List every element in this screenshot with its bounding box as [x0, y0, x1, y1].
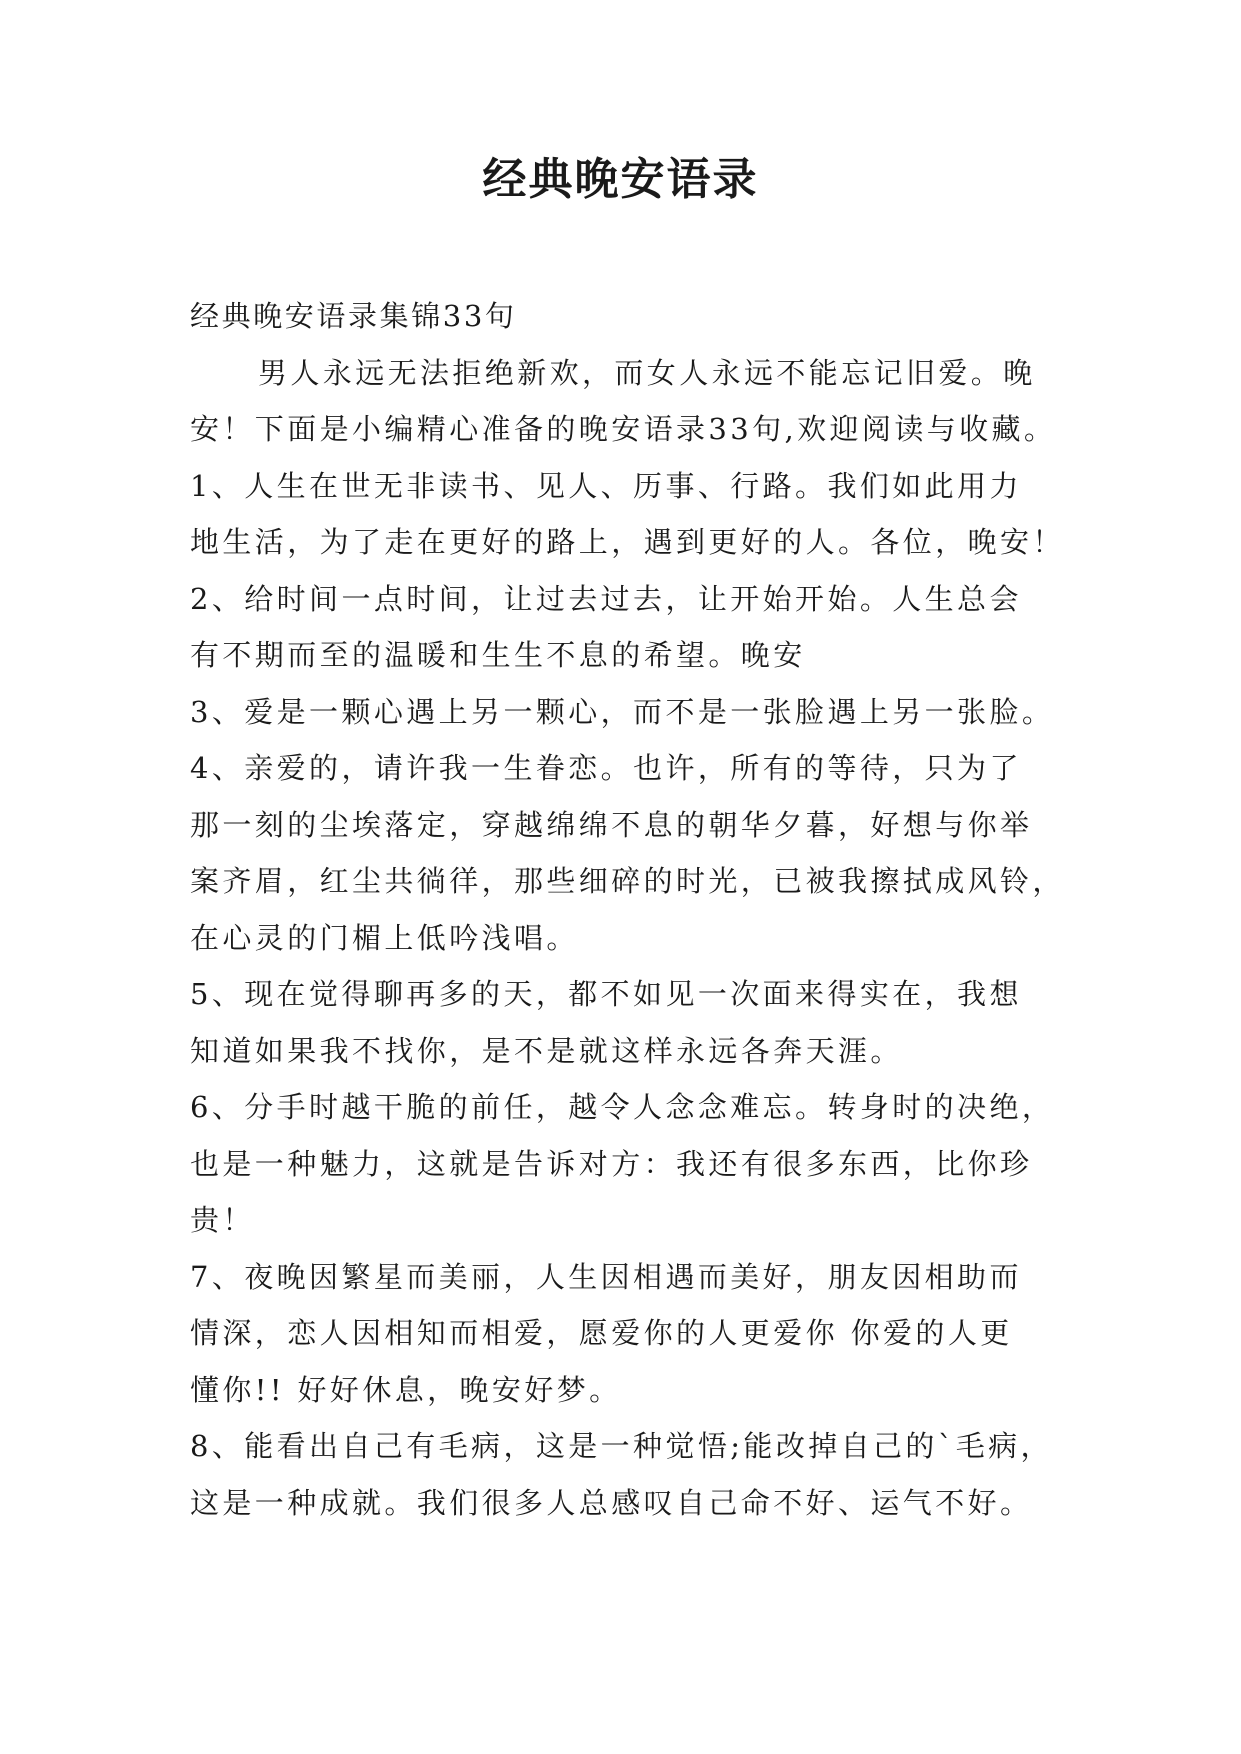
document-title: 经典晚安语录: [482, 154, 759, 205]
quote-line: 案齐眉，红尘共徜徉，那些细碎的时光，已被我擦拭成风铃，: [190, 864, 1065, 898]
quote-line: 在心灵的门楣上低吟浅唱。: [190, 920, 579, 955]
quote-line: 知道如果我不找你，是不是就这样永远各奔天涯。: [190, 1033, 903, 1068]
quote-line: 1、人生在世无非读书、见人、历事、行路。我们如此用力: [190, 468, 1022, 503]
quote-line: 情深，恋人因相知而相爱，愿爱你的人更爱你 你爱的人更: [190, 1316, 1013, 1350]
quote-line: 8、能看出自己有毛病，这是一种觉悟;能改掉自己的`毛病，: [190, 1429, 1053, 1463]
intro-paragraph-line: 男人永远无法拒绝新欢，而女人永远不能忘记旧爱。晚: [258, 355, 1036, 390]
quote-line: 4、亲爱的，请许我一生眷恋。也许，所有的等待，只为了: [190, 751, 1022, 785]
quote-line: 也是一种魅力，这就是告诉对方：我还有很多东西，比你珍: [190, 1146, 1033, 1181]
quote-line: 贵！: [190, 1203, 255, 1237]
intro-paragraph-line: 安！下面是小编精心准备的晚安语录33句,欢迎阅读与收藏。: [190, 412, 1057, 446]
quote-line: 2、给时间一点时间，让过去过去，让开始开始。人生总会: [190, 581, 1022, 616]
quote-line: 6、分手时越干脆的前任，越令人念念难忘。转身时的决绝，: [190, 1090, 1055, 1124]
quote-line: 3、爱是一颗心遇上另一颗心，而不是一张脸遇上另一张脸。: [190, 694, 1055, 729]
quote-line: 那一刻的尘埃落定，穿越绵绵不息的朝华夕暮，好想与你举: [190, 807, 1033, 842]
quote-line: 5、现在觉得聊再多的天，都不如见一次面来得实在，我想: [190, 977, 1022, 1011]
document-body: [190, 288, 1065, 1531]
quote-line: 地生活，为了走在更好的路上，遇到更好的人。各位，晚安！: [190, 525, 1065, 559]
quote-line: 懂你!! 好好休息，晚安好梦。: [190, 1372, 622, 1407]
quote-line: 这是一种成就。我们很多人总感叹自己命不好、运气不好。: [190, 1485, 1033, 1520]
quote-line: 7、夜晚因繁星而美丽，人生因相遇而美好，朋友因相助而: [190, 1259, 1022, 1294]
document-subtitle: 经典晚安语录集锦33句: [190, 299, 517, 333]
quote-line: 有不期而至的温暖和生生不息的希望。晚安: [190, 638, 806, 672]
